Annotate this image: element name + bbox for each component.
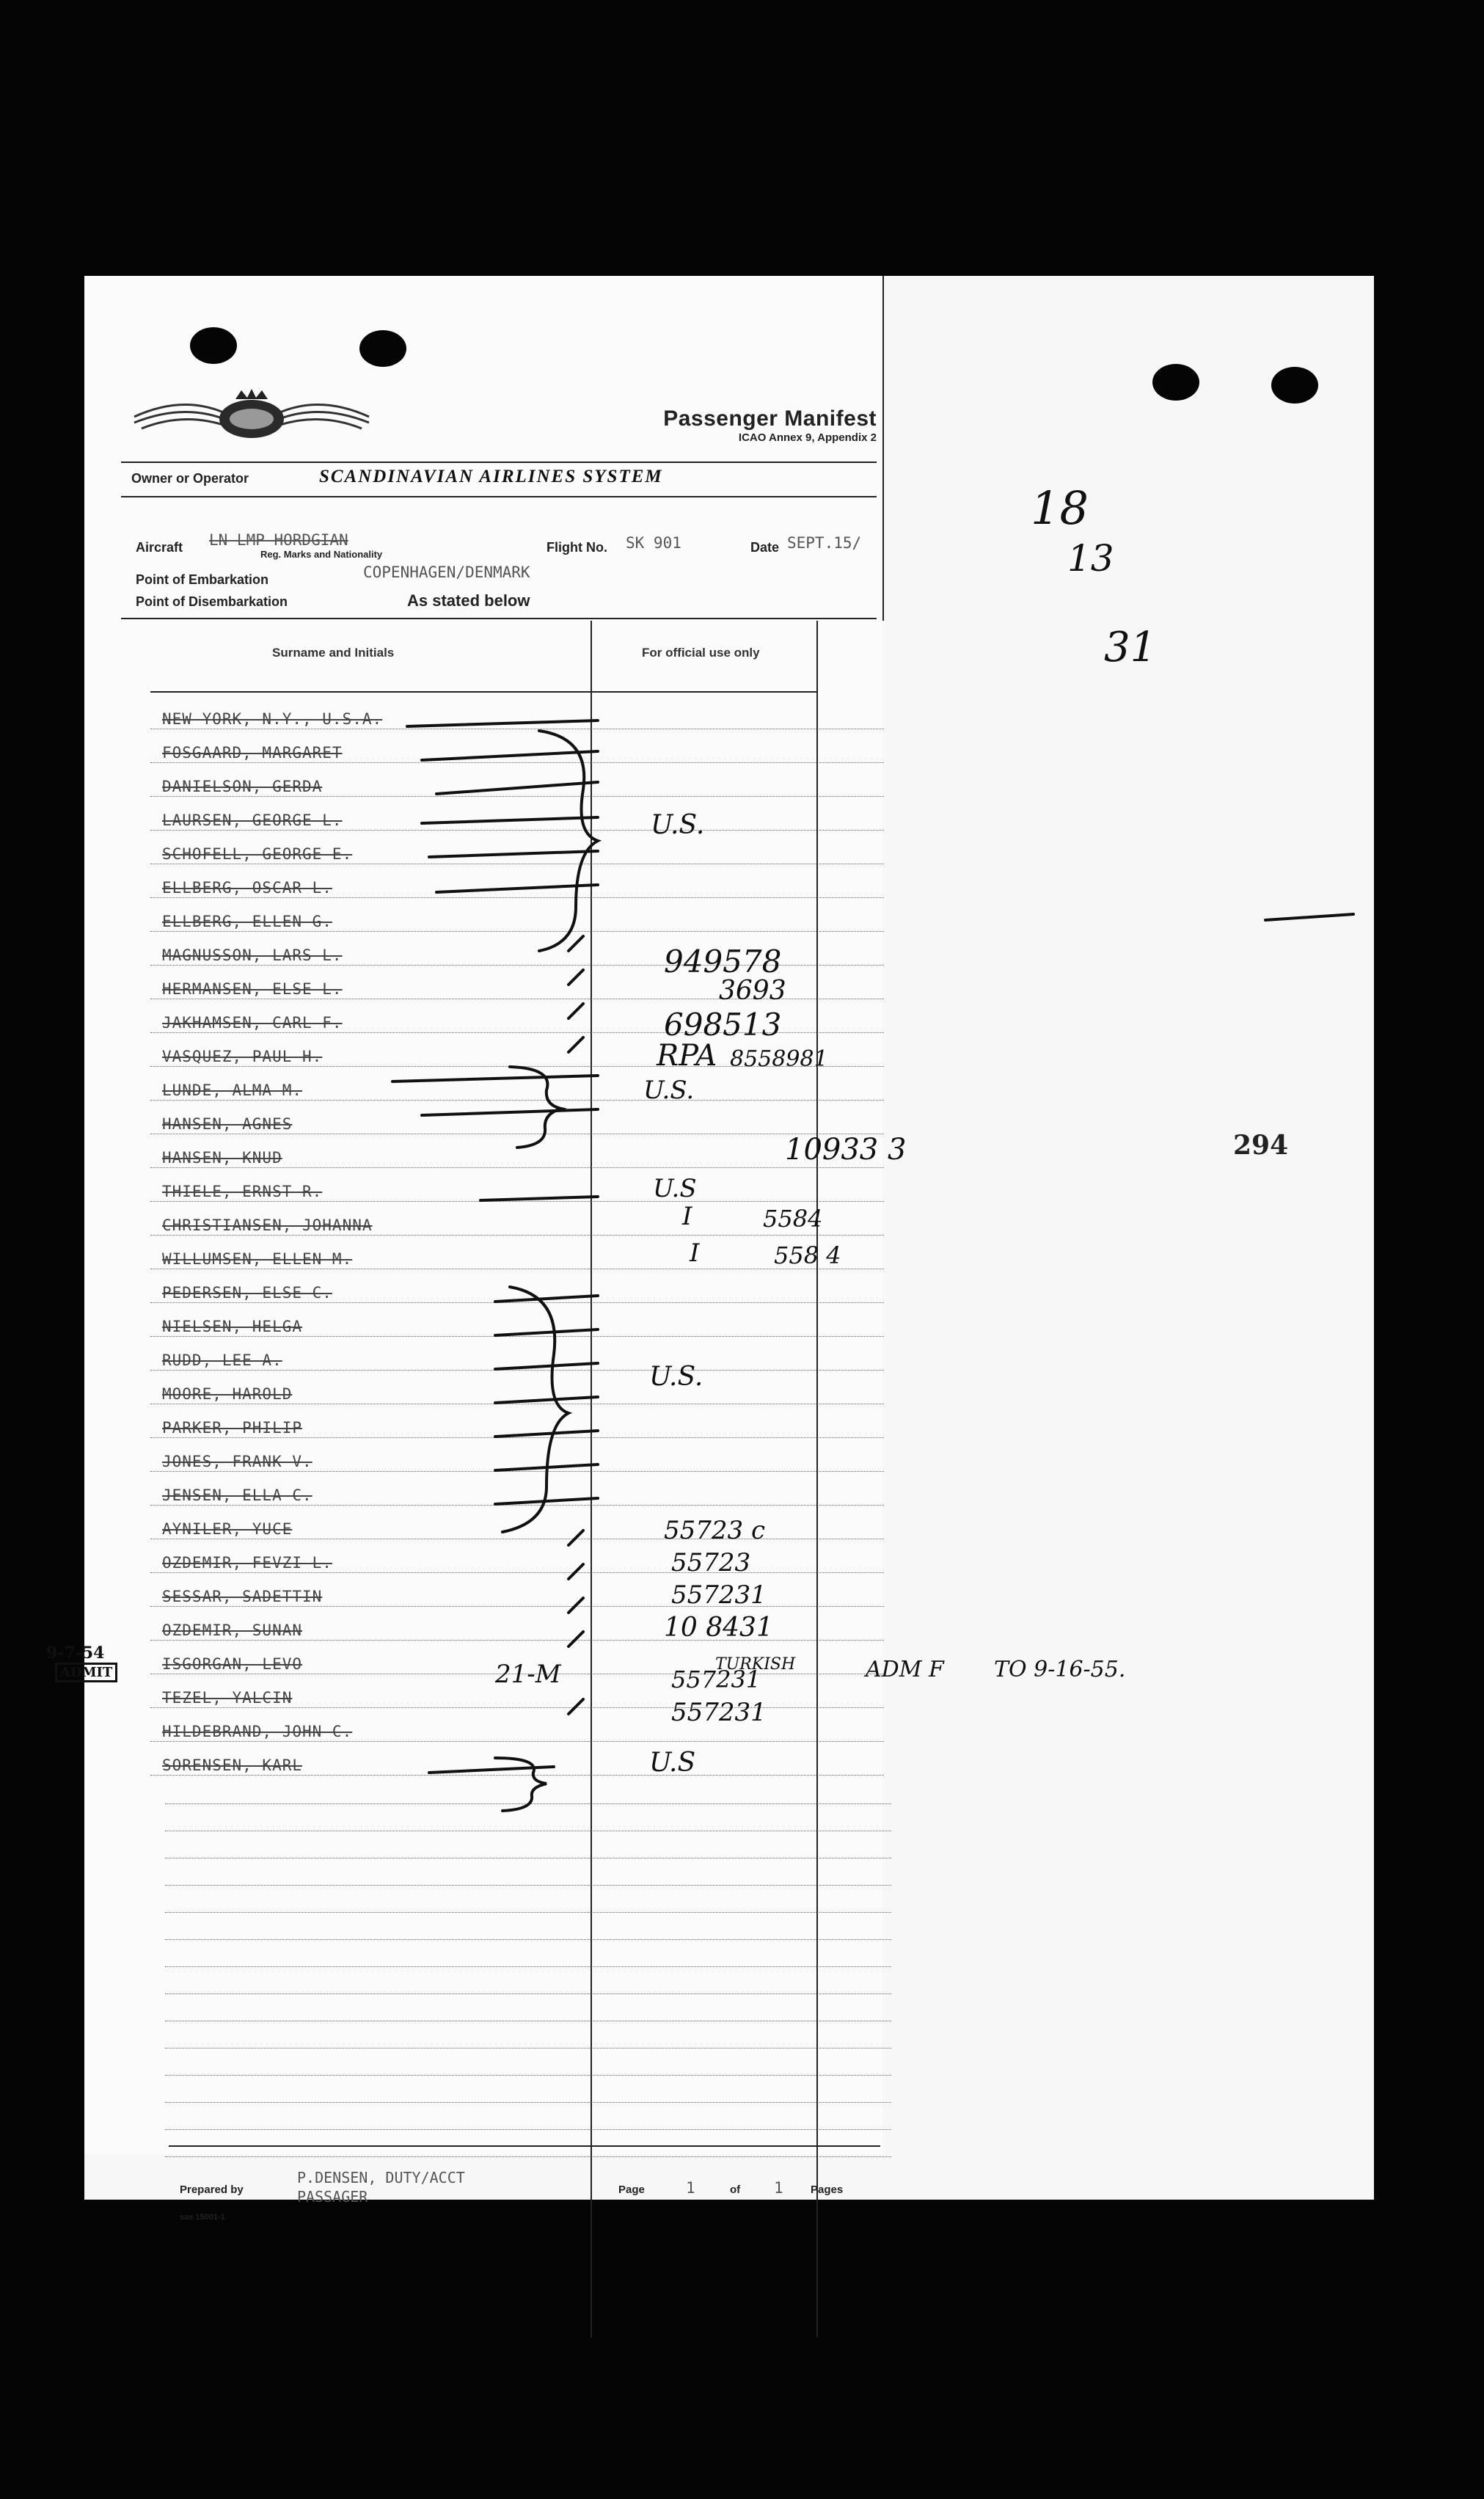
prepared-by-value-2: PASSAGER [297, 2188, 368, 2206]
visa-number-1: 949578 [664, 944, 782, 979]
list-item: THIELE, ERNST R. [150, 1174, 884, 1208]
divider [121, 462, 877, 463]
aircraft-value: LN-LMP HORDGIAN [209, 531, 348, 549]
immigrant-mark-1: I [682, 1202, 692, 1231]
list-item: OZDEMIR, SUNAN [150, 1613, 884, 1646]
list-item: MOORE, HAROLD [150, 1376, 884, 1410]
form-edge [882, 276, 884, 621]
owner-value: SCANDINAVIAN AIRLINES SYSTEM [319, 467, 663, 486]
page-number: 1 [686, 2179, 695, 2197]
aircraft-sublabel: Reg. Marks and Nationality [260, 549, 383, 560]
list-item: PARKER, PHILIP [150, 1410, 884, 1444]
column-header-names: Surname and Initials [272, 646, 395, 660]
immigrant-mark-2: I [690, 1238, 700, 1268]
list-item: TEZEL, YALCIN [150, 1680, 884, 1714]
nationality-us-2: U.S. [643, 1076, 695, 1105]
date-label: Date [750, 540, 780, 555]
admit-stamp: ADMIT [55, 1663, 117, 1682]
prepared-by-label: Prepared by [180, 2184, 244, 2196]
visa-number-9: 55723 [671, 1548, 751, 1577]
admit-class: ADM F [866, 1657, 944, 1682]
visa-number-8: 55723 c [664, 1516, 766, 1545]
divider [121, 496, 877, 497]
list-item: JAKHAMSEN, CARL F. [150, 1005, 884, 1039]
list-item: FOSGAARD, MARGARET [150, 735, 884, 769]
list-item: LUNDE, ALMA M. [150, 1073, 884, 1106]
list-item: ISGORGAN, LEVO [150, 1646, 884, 1680]
page-stamp-number: 294 [1233, 1130, 1289, 1161]
list-item: HERMANSEN, ELSE L. [150, 971, 884, 1005]
rpa-mark: RPA [657, 1039, 717, 1073]
list-item: JONES, FRANK V. [150, 1444, 884, 1478]
page-label: Page [618, 2184, 645, 2196]
tally-top: 18 [1031, 481, 1089, 535]
nationality-us-5: U.S [649, 1748, 696, 1778]
turkish-note: TURKISH [715, 1655, 796, 1674]
list-item: RUDD, LEE A. [150, 1343, 884, 1376]
visa-number-2: 3693 [719, 976, 786, 1006]
form-title: Passenger Manifest [663, 406, 877, 431]
punch-hole [1152, 364, 1199, 401]
visa-number-12: 557231 [671, 1666, 761, 1693]
blank-rows [165, 1777, 891, 2157]
list-item: NEW YORK, N.Y., U.S.A. [150, 701, 884, 735]
list-item: MAGNUSSON, LARS L. [150, 938, 884, 971]
disembarkation-label: Point of Disembarkation [136, 594, 288, 609]
prepared-by-value: P.DENSEN, DUTY/ACCT [297, 2169, 465, 2186]
flight-value: SK 901 [626, 534, 681, 552]
visa-number-7: 558 4 [774, 1241, 841, 1269]
page-total: 1 [774, 2179, 783, 2197]
list-item: LAURSEN, GEORGE L. [150, 803, 884, 836]
flight-label: Flight No. [547, 540, 607, 555]
list-item: HANSEN, AGNES [150, 1106, 884, 1140]
list-item: DANIELSON, GERDA [150, 769, 884, 803]
list-item: AYNILER, YUCE [150, 1511, 884, 1545]
list-item: NIELSEN, HELGA [150, 1309, 884, 1343]
embarkation-label: Point of Embarkation [136, 572, 269, 587]
admit-until-date: TO 9-16-55. [994, 1657, 1126, 1682]
visa-number-4: 8558981 [730, 1046, 828, 1072]
pages-label: Pages [811, 2184, 844, 2196]
list-item: HANSEN, KNUD [150, 1140, 884, 1174]
list-item: SESSAR, SADETTIN [150, 1579, 884, 1613]
airline-logo [127, 386, 376, 445]
form-subtitle: ICAO Annex 9, Appendix 2 [738, 431, 877, 444]
punch-hole [1271, 367, 1318, 404]
paper-sheet [46, 276, 1374, 2222]
nationality-us-3: U.S [653, 1174, 697, 1203]
list-item: OZDEMIR, FEVZI L. [150, 1545, 884, 1579]
list-item: JENSEN, ELLA C. [150, 1478, 884, 1511]
divider [121, 618, 877, 619]
list-item: WILLUMSEN, ELLEN M. [150, 1241, 884, 1275]
list-item: HILDEBRAND, JOHN C. [150, 1714, 884, 1748]
divider [150, 691, 818, 693]
form-title-block [598, 406, 877, 444]
list-item: PEDERSEN, ELSE C. [150, 1275, 884, 1309]
admit-stamp-date: 9-7-54 [46, 1643, 105, 1663]
visa-number-3: 698513 [664, 1007, 782, 1043]
tally-bottom: 31 [1104, 624, 1157, 671]
list-item: VASQUEZ, PAUL H. [150, 1039, 884, 1073]
list-item: CHRISTIANSEN, JOHANNA [150, 1208, 884, 1241]
tally-middle: 13 [1067, 537, 1114, 580]
visa-number-11: 10 8431 [664, 1613, 773, 1643]
code-21m: 21-M [495, 1660, 561, 1689]
list-item: SORENSEN, KARL [150, 1748, 884, 1781]
punch-hole [190, 327, 237, 364]
punch-hole [359, 330, 406, 367]
of-label: of [730, 2184, 741, 2196]
owner-label: Owner or Operator [131, 471, 249, 486]
visa-number-5: 10933 3 [785, 1133, 907, 1167]
list-item: ELLBERG, ELLEN G. [150, 904, 884, 938]
visa-number-10: 557231 [671, 1580, 767, 1610]
divider [169, 2145, 880, 2147]
disembarkation-value: As stated below [407, 591, 530, 610]
date-value: SEPT.15/ [787, 534, 862, 552]
column-header-official: For official use only [642, 646, 760, 660]
nationality-us-1: U.S. [651, 810, 705, 840]
visa-number-13: 557231 [671, 1698, 767, 1727]
form-code: sas 15001-1 [180, 2213, 225, 2222]
embarkation-value: COPENHAGEN/DENMARK [363, 563, 530, 581]
visa-number-6: 5584 [763, 1205, 823, 1233]
nationality-us-4: U.S. [649, 1362, 703, 1392]
list-item: SCHOFELL, GEORGE E. [150, 836, 884, 870]
aircraft-label: Aircraft [136, 540, 183, 555]
list-item: ELLBERG, OSCAR L. [150, 870, 884, 904]
